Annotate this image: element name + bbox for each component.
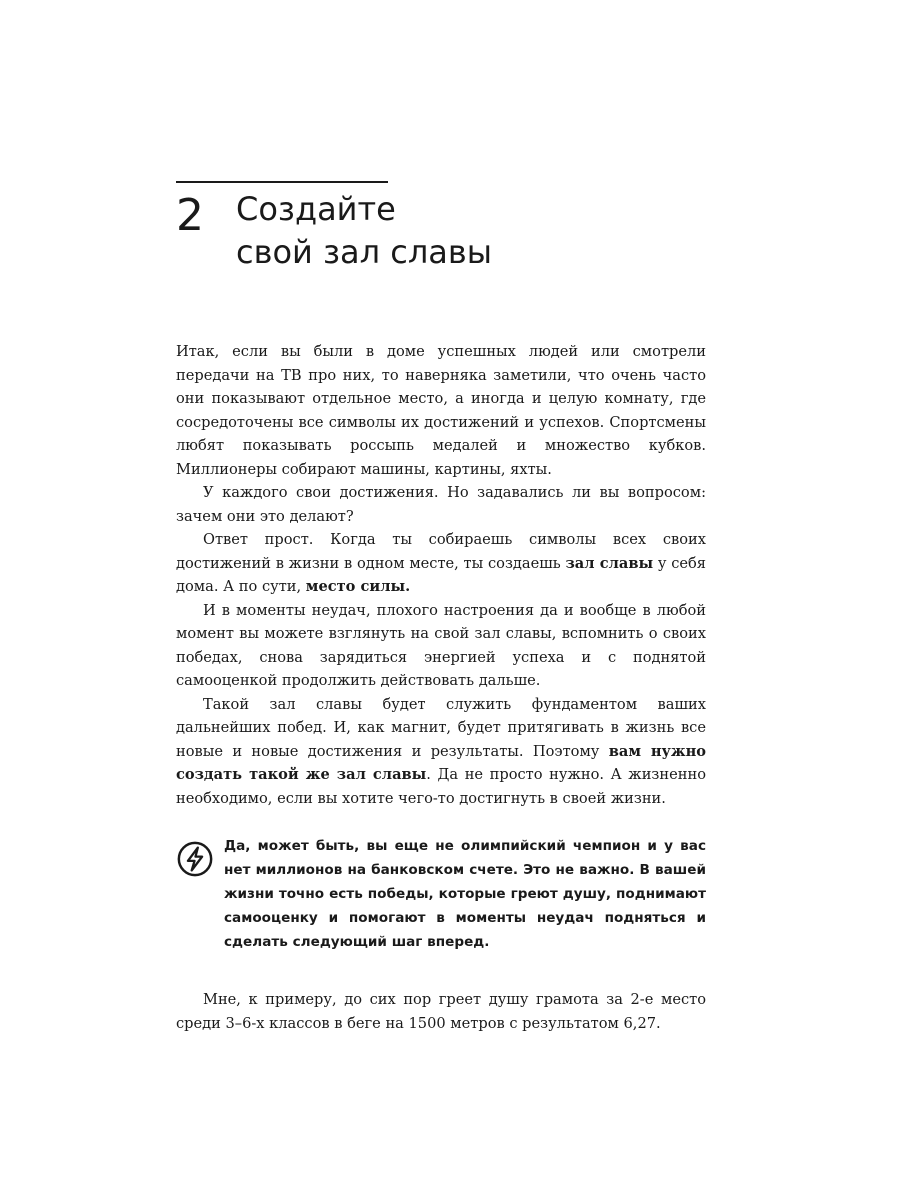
paragraph-4: И в моменты неудач, плохого настроения да и вообще в любой момент вы можете взглянуть на свой зал славы, вспомнить о своих победах, снова зарядиться энергией успеха и с поднятой самооценкой продолжить действовать дальше. [176, 601, 706, 689]
paragraph-3-text-c: у себя дома. А по сути, [176, 554, 706, 595]
paragraph-5-text-c: . Да не просто нужно. А жизненно необходимо, если вы хотите чего-то достигнуть в своей жизни. [176, 766, 706, 807]
closing-text [176, 988, 706, 1036]
paragraph-3 [176, 528, 706, 599]
callout-text: Да, может быть, вы еще не олимпийский чемпион и у вас нет миллионов на банковском счете. Это не важно. В вашей жизни точно есть победы, которые греют душу, поднимают самооценку и помогают в моменты неудач подняться и сделать следующий шаг вперед. [224, 838, 706, 950]
callout-block [176, 834, 706, 954]
paragraph-3-bold-place-of-power: место силы. [305, 578, 411, 595]
chapter-title [236, 188, 636, 274]
paragraph-2: У каждого свои достижения. Но задавались ли вы вопросом: зачем они это делают? [176, 484, 706, 525]
chapter-title-line-2: свой зал славы [236, 233, 493, 271]
paragraph-6: Мне, к примеру, до сих пор греет душу грамота за 2-е место среди 3–6-х классов в беге на 1500 метров с результатом 6,27. [176, 991, 706, 1032]
chapter-rule [176, 181, 388, 183]
chapter-number: 2 [176, 190, 204, 241]
paragraph-5 [176, 693, 706, 811]
body-text [176, 340, 706, 810]
paragraph-3-bold-hall-of-fame: зал славы [565, 554, 654, 572]
lightning-circle-icon [176, 840, 214, 878]
paragraph-3-text-a: Ответ прост. Когда ты собираешь символы всех своих достижений в жизни в одном месте, ты создаешь [176, 531, 706, 572]
chapter-title-line-1: Создайте [236, 190, 396, 228]
paragraph-5-bold-create-hall: вам нужно создать такой же зал славы [176, 742, 707, 783]
paragraph-1: Итак, если вы были в доме успешных людей или смотрели передачи на ТВ про них, то наверняка заметили, что очень часто они показывают отдельное место, а иногда и целую комнату, где сосредоточены все символы их достижений и успехов. Спортсмены любят показывать россыпь медалей и множество кубков. Миллионеры собирают машины, картины, яхты. [176, 343, 706, 478]
paragraph-5-text-a: Такой зал славы будет служить фундаментом ваших дальнейших побед. И, как магнит, будет притягивать в жизнь все новые и новые достижения и результаты. Поэтому [176, 695, 706, 760]
